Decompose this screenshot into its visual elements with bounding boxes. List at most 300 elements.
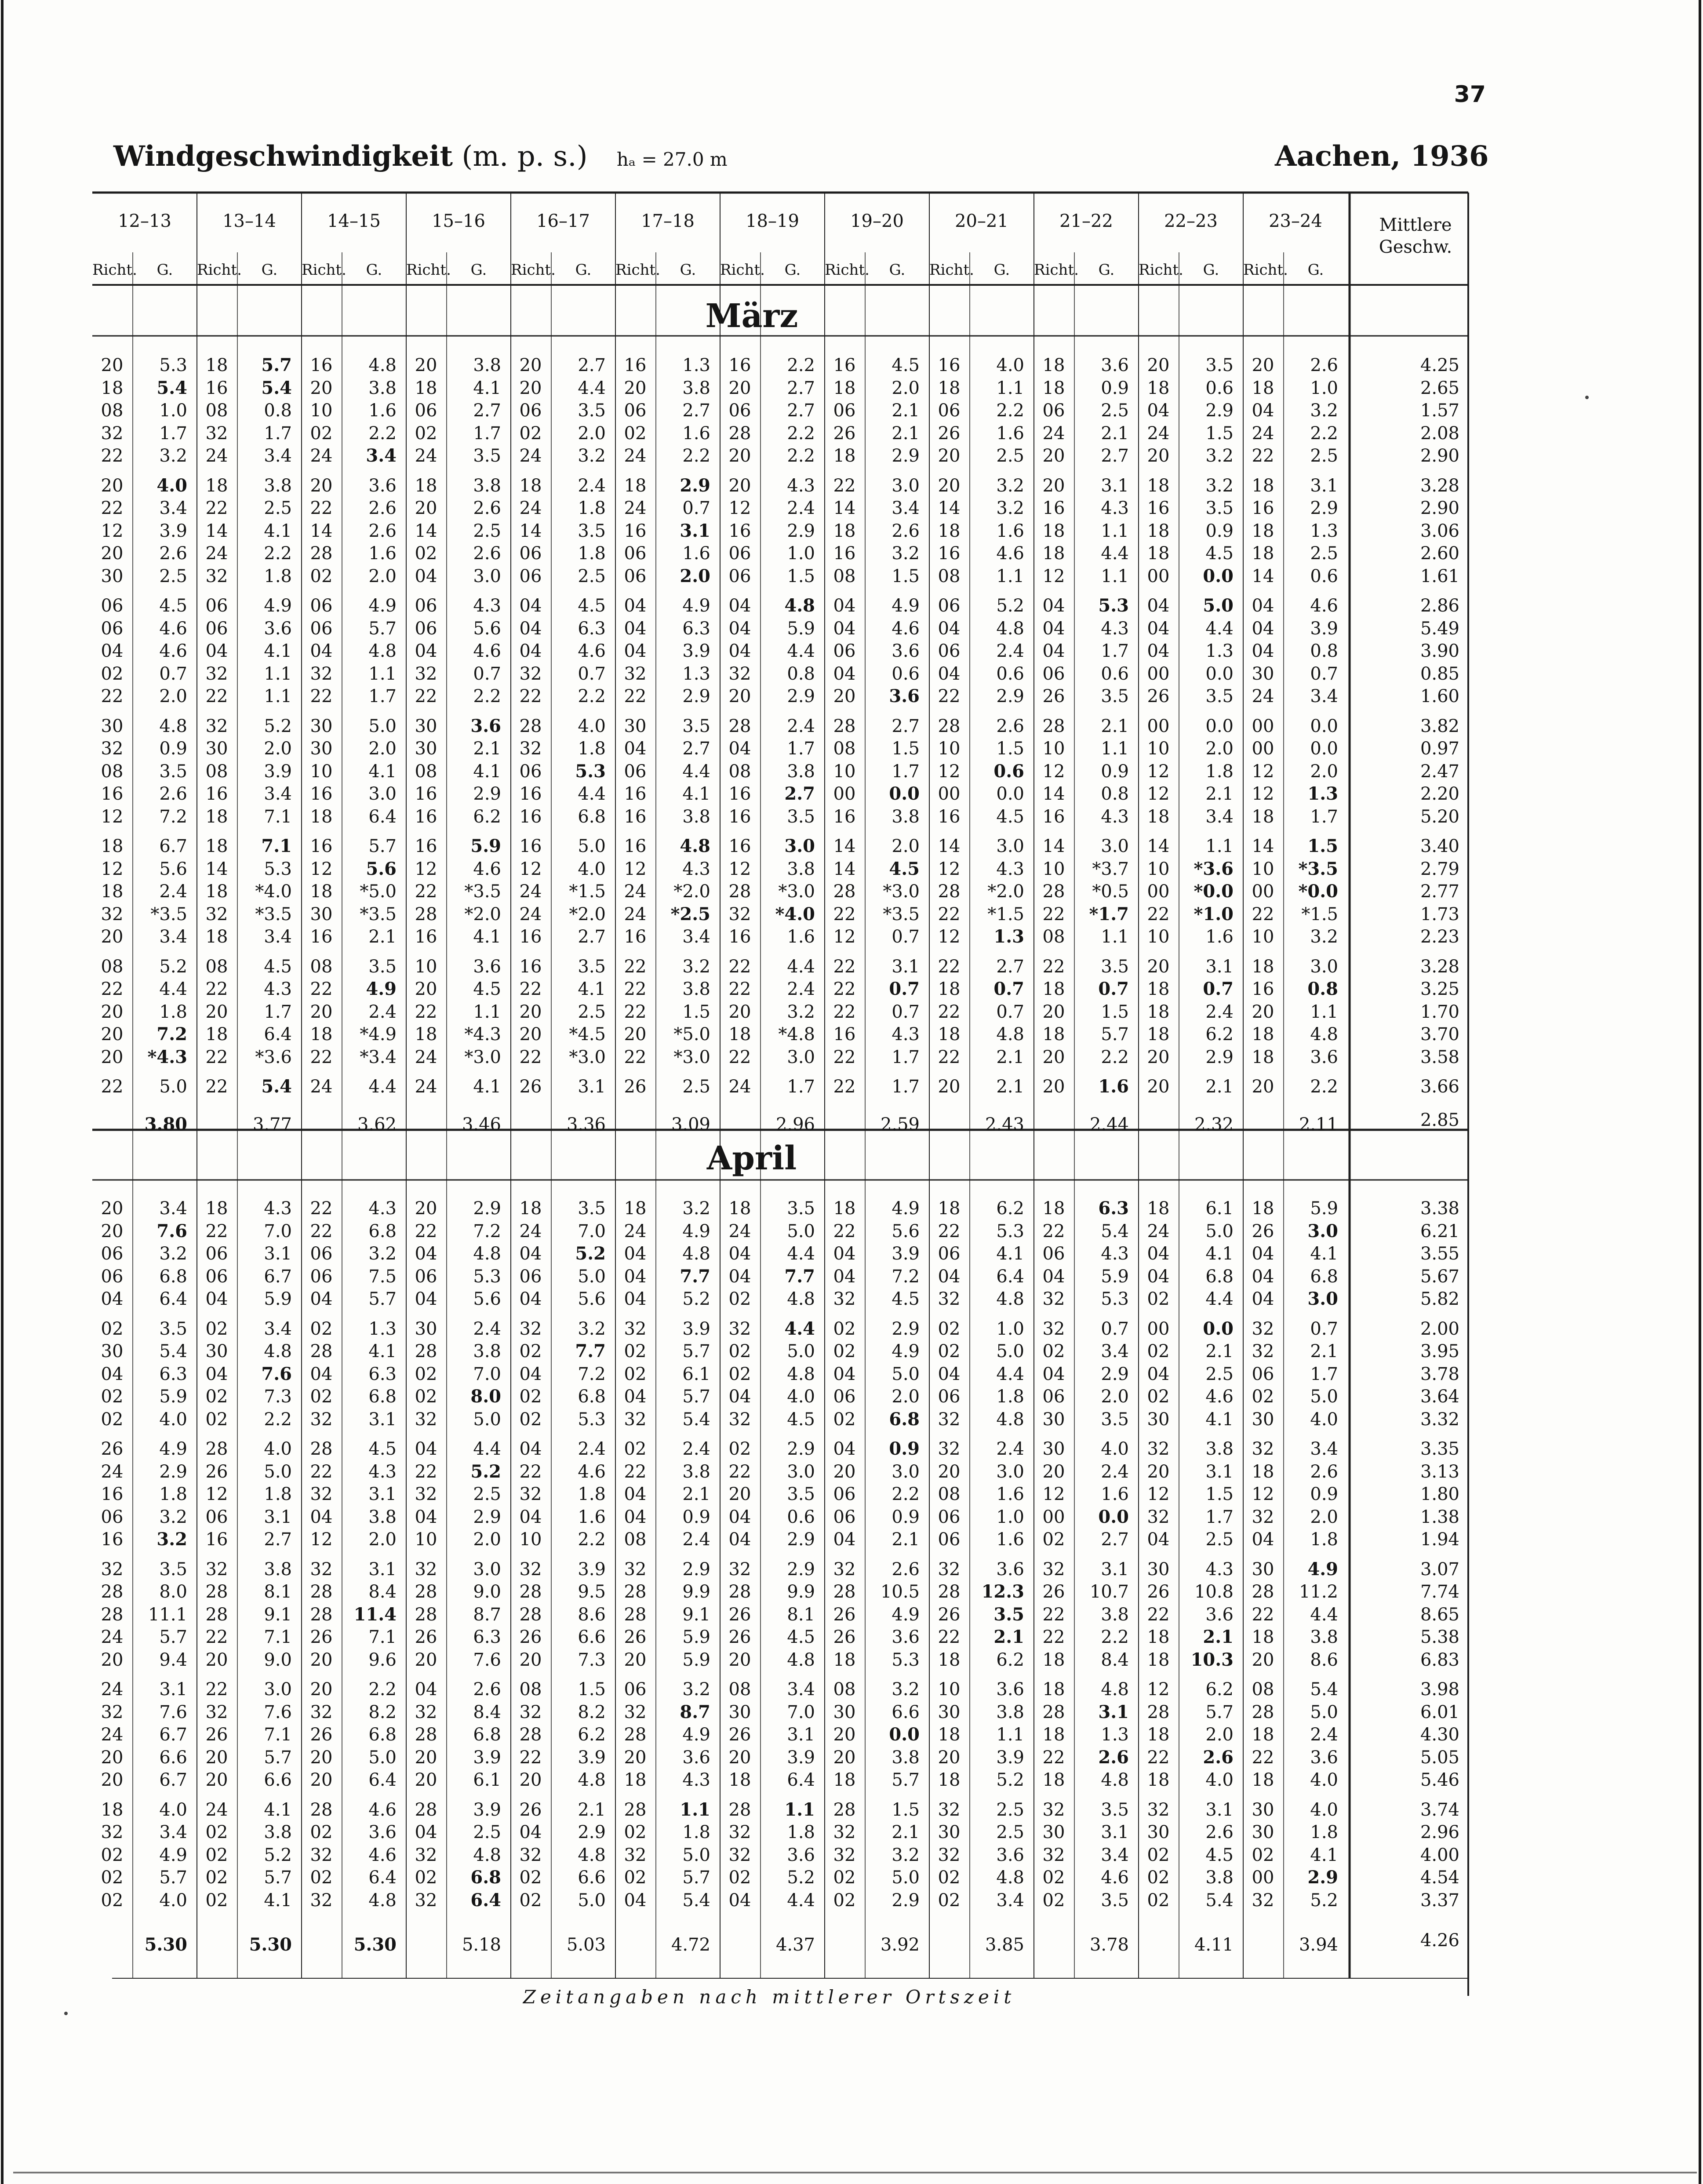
wind-speed-cell: 2.5 (159, 566, 187, 586)
wind-direction-cell: 06 (728, 543, 751, 564)
daily-mean-cell: 3.98 (1420, 1679, 1459, 1700)
wind-direction-cell: 10 (415, 956, 437, 977)
wind-direction-cell: 22 (310, 686, 333, 706)
wind-speed-cell: 0.7 (1101, 1318, 1129, 1339)
wind-direction-cell: 20 (310, 1649, 333, 1670)
wind-direction-cell: 20 (310, 378, 333, 398)
wind-speed-cell: 1.7 (892, 1077, 920, 1097)
wind-speed-cell: 3.5 (368, 956, 397, 977)
daily-mean-cell: 5.46 (1420, 1770, 1459, 1790)
wind-direction-cell: 28 (519, 1604, 542, 1625)
wind-speed-cell: 5.0 (1203, 595, 1234, 616)
wind-speed-cell: 1.6 (682, 423, 710, 444)
wind-direction-cell: 08 (205, 761, 228, 782)
wind-direction-cell: 22 (938, 1001, 961, 1022)
wind-speed-cell: 4.0 (996, 355, 1024, 375)
wind-speed-cell: 4.4 (473, 1439, 501, 1459)
hourly-average-cell: 2.44 (1089, 1114, 1129, 1135)
wind-direction-cell: 20 (519, 1001, 542, 1022)
wind-speed-cell: 3.2 (156, 1529, 187, 1550)
wind-speed-cell: 3.5 (1205, 498, 1234, 518)
wind-speed-cell: *2.0 (673, 881, 710, 902)
wind-speed-cell: 4.9 (682, 1221, 710, 1241)
wind-direction-cell: 18 (519, 475, 542, 496)
wind-speed-cell: 1.6 (1205, 927, 1234, 947)
wind-speed-cell: 4.5 (1205, 543, 1234, 564)
wind-speed-cell: 1.1 (784, 1799, 815, 1820)
wind-speed-cell: 6.8 (889, 1409, 920, 1430)
wind-speed-cell: 0.7 (892, 927, 920, 947)
wind-direction-cell: 30 (415, 739, 437, 759)
wind-speed-cell: 6.8 (578, 1387, 606, 1407)
wind-direction-cell: 20 (1147, 1077, 1170, 1097)
wind-speed-cell: *0.0 (1194, 881, 1234, 902)
wind-direction-cell: 22 (205, 498, 228, 518)
wind-speed-cell: 2.6 (892, 521, 920, 541)
wind-direction-cell: 32 (205, 663, 228, 684)
wind-speed-cell: 3.6 (996, 1845, 1024, 1865)
wind-speed-cell: 2.2 (264, 543, 292, 564)
daily-mean-cell: 1.80 (1420, 1484, 1459, 1504)
wind-speed-cell: 2.9 (1205, 1047, 1234, 1067)
wind-speed-cell: 6.8 (368, 1221, 397, 1241)
wind-speed-cell: 5.4 (1310, 1679, 1338, 1700)
wind-direction-cell: 04 (728, 1266, 751, 1287)
wind-speed-cell: 3.4 (1205, 806, 1234, 827)
wind-direction-cell: 14 (205, 859, 228, 879)
wind-direction-cell: 20 (1042, 446, 1065, 466)
wind-direction-cell: 02 (1042, 1890, 1065, 1911)
wind-speed-cell: 1.8 (264, 1484, 292, 1504)
wind-speed-cell: 3.5 (1101, 1890, 1129, 1911)
wind-direction-cell: 02 (101, 1409, 124, 1430)
wind-speed-cell: 5.0 (996, 1341, 1024, 1361)
wind-speed-cell: 4.4 (784, 1318, 815, 1339)
wind-speed-cell: 3.1 (1098, 1701, 1129, 1722)
wind-speed-cell: 2.1 (996, 1047, 1024, 1067)
wind-speed-cell: 1.7 (368, 686, 397, 706)
wind-speed-cell: 6.2 (578, 1725, 606, 1745)
direction-subheader: Richt. (511, 261, 556, 279)
wind-direction-cell: 24 (624, 881, 647, 902)
wind-speed-cell: 4.5 (159, 596, 187, 616)
wind-direction-cell: 22 (101, 979, 124, 999)
wind-direction-cell: 22 (205, 1627, 228, 1647)
daily-mean-cell: 2.65 (1420, 378, 1459, 398)
wind-direction-cell: 22 (938, 1221, 961, 1241)
wind-direction-cell: 22 (519, 979, 542, 999)
wind-speed-cell: 3.8 (682, 806, 710, 827)
wind-speed-cell: 4.8 (682, 1244, 710, 1264)
wind-direction-cell: 02 (101, 1845, 124, 1865)
wind-direction-cell: 10 (1147, 927, 1170, 947)
wind-speed-cell: 0.9 (1310, 1484, 1338, 1504)
wind-direction-cell: 10 (415, 1529, 437, 1550)
wind-direction-cell: 22 (833, 475, 856, 496)
wind-direction-cell: 28 (415, 1725, 437, 1745)
wind-direction-cell: 04 (624, 1484, 647, 1504)
wind-direction-cell: 18 (205, 1024, 228, 1045)
wind-speed-cell: 2.1 (892, 423, 920, 444)
wind-speed-cell: 5.0 (578, 1266, 606, 1287)
wind-speed-cell: 2.2 (787, 423, 815, 444)
wind-speed-cell: 3.4 (264, 784, 292, 804)
monthly-mean-cell: 2.85 (1420, 1110, 1459, 1130)
wind-direction-cell: 18 (415, 475, 437, 496)
wind-speed-cell: 2.2 (787, 355, 815, 375)
wind-speed-cell: 0.7 (1310, 663, 1338, 684)
wind-speed-cell: 2.6 (1310, 355, 1338, 375)
wind-direction-cell: 16 (519, 956, 542, 977)
wind-speed-cell: 2.0 (578, 423, 606, 444)
wind-speed-cell: 4.4 (1205, 618, 1234, 639)
wind-direction-cell: 14 (833, 836, 856, 856)
wind-direction-cell: 20 (1042, 1461, 1065, 1482)
wind-speed-cell: 0.7 (889, 979, 920, 999)
wind-speed-cell: 3.8 (892, 1747, 920, 1768)
wind-direction-cell: 06 (519, 1266, 542, 1287)
wind-direction-cell: 28 (415, 1799, 437, 1820)
wind-direction-cell: 32 (101, 423, 124, 444)
wind-speed-cell: 1.6 (368, 400, 397, 421)
hour-interval-label: 22–23 (1164, 211, 1218, 231)
wind-direction-cell: 20 (310, 475, 333, 496)
wind-direction-cell: 22 (1252, 1604, 1274, 1625)
wind-speed-cell: 3.8 (473, 1341, 501, 1361)
wind-direction-cell: 20 (101, 1024, 124, 1045)
wind-direction-cell: 04 (519, 1439, 542, 1459)
speed-subheader: G. (1307, 261, 1324, 279)
hourly-average-cell: 5.30 (144, 1934, 187, 1955)
wind-direction-cell: 12 (938, 859, 961, 879)
wind-speed-cell: *3.0 (464, 1047, 501, 1067)
wind-speed-cell: 3.0 (892, 475, 920, 496)
wind-speed-cell: 3.4 (1101, 1845, 1129, 1865)
wind-speed-cell: 9.4 (159, 1649, 187, 1670)
wind-direction-cell: 22 (728, 1047, 751, 1067)
wind-direction-cell: 16 (310, 836, 333, 856)
wind-direction-cell: 26 (728, 1725, 751, 1745)
wind-speed-cell: *0.5 (1092, 881, 1129, 902)
wind-direction-cell: 18 (938, 1770, 961, 1790)
wind-direction-cell: 04 (938, 1364, 961, 1384)
wind-direction-cell: 18 (1147, 1725, 1170, 1745)
wind-direction-cell: 12 (938, 761, 961, 782)
wind-direction-cell: 04 (310, 1507, 333, 1527)
wind-direction-cell: 30 (1252, 1799, 1274, 1820)
wind-speed-cell: 2.2 (473, 686, 501, 706)
wind-speed-cell: 2.9 (787, 1529, 815, 1550)
wind-direction-cell: 00 (938, 784, 961, 804)
hourly-average-cell: 2.96 (775, 1114, 815, 1135)
wind-direction-cell: 16 (728, 927, 751, 947)
wind-direction-cell: 10 (1147, 739, 1170, 759)
wind-direction-cell: 30 (1252, 1409, 1274, 1430)
wind-speed-cell: 0.8 (787, 663, 815, 684)
wind-speed-cell: 6.7 (159, 1725, 187, 1745)
daily-mean-cell: 3.95 (1420, 1341, 1459, 1361)
wind-speed-cell: 5.3 (159, 355, 187, 375)
wind-speed-cell: 3.8 (264, 1559, 292, 1580)
wind-direction-cell: 02 (519, 1341, 542, 1361)
wind-speed-cell: 2.5 (996, 1799, 1024, 1820)
wind-speed-cell: 5.0 (892, 1364, 920, 1384)
wind-speed-cell: 2.6 (159, 543, 187, 564)
wind-direction-cell: 04 (310, 1364, 333, 1384)
wind-direction-cell: 28 (310, 1799, 333, 1820)
wind-speed-cell: 0.0 (1098, 1506, 1129, 1527)
wind-speed-cell: 2.2 (1101, 1627, 1129, 1647)
wind-speed-cell: 5.4 (261, 377, 292, 398)
wind-direction-cell: 26 (101, 1439, 124, 1459)
wind-speed-cell: 5.0 (368, 1747, 397, 1768)
wind-speed-cell: 1.1 (368, 663, 397, 684)
wind-speed-cell: 0.9 (159, 739, 187, 759)
wind-direction-cell: 06 (938, 596, 961, 616)
wind-direction-cell: 18 (1252, 1770, 1274, 1790)
wind-speed-cell: 3.6 (787, 1845, 815, 1865)
wind-speed-cell: 3.8 (264, 475, 292, 496)
wind-direction-cell: 26 (833, 1604, 856, 1625)
wind-speed-cell: 2.1 (1205, 1077, 1234, 1097)
wind-direction-cell: 28 (415, 904, 437, 925)
wind-direction-cell: 22 (1147, 1604, 1170, 1625)
wind-speed-cell: 2.0 (159, 686, 187, 706)
wind-speed-cell: 2.7 (787, 400, 815, 421)
wind-speed-cell: 2.5 (473, 1484, 501, 1504)
wind-speed-cell: 4.5 (889, 858, 920, 879)
wind-direction-cell: 24 (205, 543, 228, 564)
wind-direction-cell: 18 (101, 881, 124, 902)
wind-speed-cell: 1.8 (159, 1484, 187, 1504)
wind-direction-cell: 04 (728, 739, 751, 759)
wind-speed-cell: 5.3 (1098, 595, 1129, 616)
wind-speed-cell: 5.2 (470, 1461, 501, 1482)
wind-direction-cell: 32 (310, 1409, 333, 1430)
wind-speed-cell: *1.7 (1089, 903, 1129, 925)
wind-direction-cell: 26 (205, 1461, 228, 1482)
wind-direction-cell: 32 (205, 423, 228, 444)
wind-direction-cell: 32 (728, 904, 751, 925)
wind-direction-cell: 16 (415, 836, 437, 856)
wind-direction-cell: 18 (938, 1024, 961, 1045)
wind-speed-cell: 1.5 (787, 566, 815, 586)
wind-speed-cell: 2.7 (784, 783, 815, 804)
wind-speed-cell: 1.3 (682, 355, 710, 375)
wind-direction-cell: 20 (728, 475, 751, 496)
wind-direction-cell: 02 (833, 1409, 856, 1430)
wind-speed-cell: *4.3 (147, 1046, 187, 1067)
wind-direction-cell: 26 (833, 1627, 856, 1647)
wind-direction-cell: 18 (938, 979, 961, 999)
wind-speed-cell: 5.2 (787, 1867, 815, 1888)
wind-speed-cell: 2.0 (264, 739, 292, 759)
wind-speed-cell: 3.4 (159, 498, 187, 518)
wind-speed-cell: 3.4 (787, 1679, 815, 1700)
wind-speed-cell: 4.0 (578, 859, 606, 879)
wind-direction-cell: 26 (310, 1725, 333, 1745)
wind-direction-cell: 06 (938, 1529, 961, 1550)
wind-speed-cell: 1.1 (1101, 521, 1129, 541)
wind-speed-cell: 3.5 (578, 521, 606, 541)
wind-direction-cell: 32 (938, 1845, 961, 1865)
wind-direction-cell: 02 (624, 423, 647, 444)
wind-direction-cell: 18 (1147, 521, 1170, 541)
wind-direction-cell: 28 (415, 1582, 437, 1602)
wind-speed-cell: 2.9 (892, 446, 920, 466)
wind-speed-cell: 1.0 (996, 1507, 1024, 1527)
wind-direction-cell: 32 (1042, 1845, 1065, 1865)
wind-direction-cell: 20 (1042, 1077, 1065, 1097)
wind-speed-cell: 3.0 (368, 784, 397, 804)
wind-direction-cell: 08 (624, 1529, 647, 1550)
wind-direction-cell: 14 (1252, 566, 1274, 586)
wind-direction-cell: 16 (519, 784, 542, 804)
daily-mean-cell: 3.28 (1420, 475, 1459, 496)
wind-direction-cell: 16 (728, 784, 751, 804)
wind-direction-cell: 22 (519, 1461, 542, 1482)
wind-direction-cell: 26 (728, 1604, 751, 1625)
daily-mean-cell: 2.20 (1420, 784, 1459, 804)
wind-speed-cell: 5.0 (473, 1409, 501, 1430)
wind-direction-cell: 16 (1252, 498, 1274, 518)
wind-direction-cell: 32 (728, 663, 751, 684)
wind-direction-cell: 22 (415, 1221, 437, 1241)
wind-speed-cell: 0.6 (1101, 663, 1129, 684)
wind-speed-cell: 4.3 (473, 596, 501, 616)
wind-speed-cell: 3.4 (1310, 1439, 1338, 1459)
wind-speed-cell: *3.7 (1092, 859, 1129, 879)
wind-speed-cell: 3.2 (159, 1507, 187, 1527)
wind-direction-cell: 18 (833, 521, 856, 541)
wind-speed-cell: 3.0 (787, 1461, 815, 1482)
wind-speed-cell: 6.2 (996, 1198, 1024, 1219)
wind-speed-cell: 11.1 (148, 1604, 187, 1625)
wind-direction-cell: 04 (519, 641, 542, 661)
wind-direction-cell: 20 (833, 1461, 856, 1482)
wind-direction-cell: 14 (519, 521, 542, 541)
wind-speed-cell: 2.7 (264, 1529, 292, 1550)
direction-subheader: Richt. (1034, 261, 1079, 279)
wind-direction-cell: 24 (1252, 423, 1274, 444)
daily-mean-cell: 6.21 (1420, 1221, 1459, 1241)
daily-mean-cell: 1.70 (1420, 1001, 1459, 1022)
wind-speed-cell: 4.9 (159, 1439, 187, 1459)
wind-direction-cell: 20 (101, 1047, 124, 1067)
wind-direction-cell: 06 (1042, 1244, 1065, 1264)
wind-speed-cell: *3.0 (569, 1047, 606, 1067)
wind-direction-cell: 02 (205, 1822, 228, 1842)
wind-direction-cell: 06 (101, 596, 124, 616)
wind-speed-cell: 2.9 (473, 784, 501, 804)
wind-speed-cell: 2.6 (368, 521, 397, 541)
wind-speed-cell: 3.0 (1307, 1220, 1338, 1241)
wind-speed-cell: 3.1 (1205, 1461, 1234, 1482)
wind-speed-cell: 3.9 (473, 1747, 501, 1768)
hourly-average-cell: 5.18 (462, 1935, 501, 1955)
wind-direction-cell: 32 (415, 1484, 437, 1504)
wind-direction-cell: 16 (205, 784, 228, 804)
wind-direction-cell: 32 (624, 1318, 647, 1339)
wind-direction-cell: 20 (728, 446, 751, 466)
wind-direction-cell: 20 (938, 475, 961, 496)
daily-mean-cell: 7.74 (1420, 1582, 1459, 1602)
wind-speed-cell: 4.4 (1310, 1604, 1338, 1625)
wind-direction-cell: 24 (1147, 423, 1170, 444)
wind-direction-cell: 26 (624, 1077, 647, 1097)
wind-direction-cell: 08 (101, 400, 124, 421)
wind-speed-cell: 4.9 (892, 596, 920, 616)
wind-direction-cell: 24 (1042, 423, 1065, 444)
wind-speed-cell: 4.3 (996, 859, 1024, 879)
wind-speed-cell: 7.1 (368, 1627, 397, 1647)
wind-direction-cell: 22 (519, 686, 542, 706)
wind-direction-cell: 04 (1042, 1266, 1065, 1287)
wind-speed-cell: 3.5 (1101, 956, 1129, 977)
wind-speed-cell: 2.5 (1205, 1364, 1234, 1384)
wind-speed-cell: *2.0 (569, 904, 606, 925)
wind-speed-cell: 3.4 (264, 446, 292, 466)
hourly-average-cell: 3.94 (1299, 1935, 1338, 1955)
wind-direction-cell: 20 (728, 378, 751, 398)
wind-speed-cell: 3.0 (787, 1047, 815, 1067)
wind-direction-cell: 06 (624, 566, 647, 586)
wind-direction-cell: 24 (519, 904, 542, 925)
wind-direction-cell: 32 (1042, 1799, 1065, 1820)
wind-speed-cell: 1.5 (682, 1001, 710, 1022)
daily-mean-cell: 4.25 (1420, 355, 1459, 375)
wind-direction-cell: 06 (415, 618, 437, 639)
wind-direction-cell: 16 (310, 927, 333, 947)
wind-direction-cell: 22 (833, 956, 856, 977)
wind-direction-cell: 18 (1252, 956, 1274, 977)
wind-speed-cell: 2.4 (368, 1001, 397, 1022)
wind-speed-cell: 2.2 (1101, 1047, 1129, 1067)
wind-speed-cell: 6.1 (1205, 1198, 1234, 1219)
wind-speed-cell: 5.4 (682, 1890, 710, 1911)
wind-speed-cell: 3.5 (159, 761, 187, 782)
wind-speed-cell: 3.0 (892, 1461, 920, 1482)
wind-direction-cell: 02 (310, 1318, 333, 1339)
wind-direction-cell: 20 (938, 446, 961, 466)
wind-speed-cell: 3.1 (1205, 1799, 1234, 1820)
wind-direction-cell: 26 (833, 423, 856, 444)
wind-direction-cell: 32 (1252, 1890, 1274, 1911)
wind-speed-cell: 1.7 (159, 423, 187, 444)
wind-direction-cell: 00 (833, 784, 856, 804)
wind-direction-cell: 20 (519, 1024, 542, 1045)
wind-speed-cell: 2.0 (892, 1387, 920, 1407)
wind-direction-cell: 22 (728, 956, 751, 977)
wind-direction-cell: 32 (938, 1409, 961, 1430)
wind-speed-cell: 3.5 (578, 1198, 606, 1219)
speed-subheader: G. (993, 261, 1010, 279)
wind-direction-cell: 06 (205, 1266, 228, 1287)
wind-direction-cell: 32 (938, 1439, 961, 1459)
wind-speed-cell: 2.2 (578, 1529, 606, 1550)
wind-direction-cell: 04 (1147, 618, 1170, 639)
wind-speed-cell: 5.2 (1310, 1890, 1338, 1911)
wind-speed-cell: 9.9 (787, 1582, 815, 1602)
wind-direction-cell: 30 (101, 716, 124, 736)
wind-speed-cell: 2.4 (682, 1439, 710, 1459)
wind-speed-cell: 2.6 (892, 1559, 920, 1580)
wind-speed-cell: 6.3 (473, 1627, 501, 1647)
wind-direction-cell: 20 (310, 1001, 333, 1022)
wind-direction-cell: 04 (519, 1364, 542, 1384)
wind-speed-cell: 2.1 (996, 1077, 1024, 1097)
wind-direction-cell: 12 (938, 927, 961, 947)
